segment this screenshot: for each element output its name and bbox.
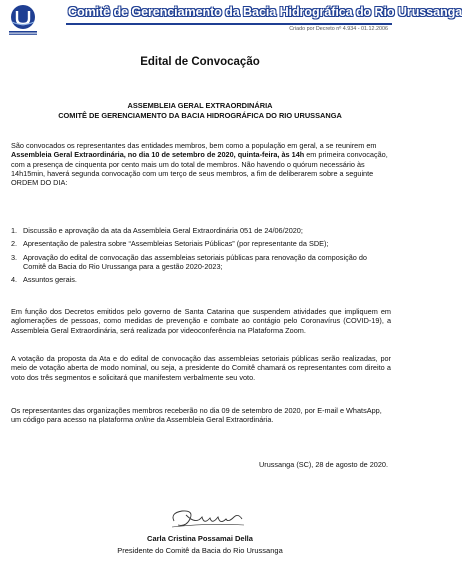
agenda-item: 3. Aprovação do edital de convocação das assembleias setoriais públicas para renovação da composição do Comitê da Bacia do Rio Urussanga para a gestão 2020-2023; (11, 252, 367, 271)
handwritten-signature (168, 505, 248, 533)
org-name: Comitê de Gerenciamento da Bacia Hidrográfica do Rio Urussanga (68, 5, 462, 19)
access-paragraph: Os representantes das organizações membros receberão no dia 09 de setembro de 2020, por E-mail e WhatsApp, um código para acesso na plataforma online da Assembleia Geral Extraordinária. (11, 406, 382, 425)
agenda-item: 4. Assuntos gerais. (11, 275, 77, 285)
meeting-date-emphasis: Assembleia Geral Extraordinária, no dia 10 de setembro de 2020, quinta-feira, às 14h (11, 150, 305, 160)
decree-text: Criado por Decreto nº 4.934 - 01.12.2006 (289, 26, 388, 32)
signer-role: Presidente do Comitê da Bacia do Rio Urussanga (117, 546, 283, 555)
subtitle-committee: COMITÊ DE GERENCIAMENTO DA BACIA HIDROGRÁFICA DO RIO URUSSANGA (58, 111, 342, 120)
document-date: Urussanga (SC), 28 de agosto de 2020. (259, 460, 388, 469)
header-rule (66, 23, 392, 25)
document-title: Edital de Convocação (140, 56, 260, 68)
voting-paragraph: A votação da proposta da Ata e do edital de convocação das assembleias setoriais públicas serão realizadas, por meio de votação aberta de modo nominal, ou seja, a presidente do Comitê chamará os representantes com direito a voto dos três segmentos e solicitará que manifestem verbalmente seu voto. (11, 354, 391, 382)
signer-name: Carla Cristina Possamai Della (147, 534, 253, 543)
letterhead (6, 4, 462, 36)
covid-paragraph: Em função dos Decretos emitidos pelo governo de Santa Catarina que suspendem atividades que impliquem em aglomerações de pessoas, como medidas de prevenção e combate ao contágio pelo Coronavírus (COVID-19), a Assembleia Geral Extraordinária, será realizada por videoconferência na Plataforma Zoom. (11, 307, 391, 335)
agenda-item: 1. Discussão e aprovação da ata da Assembleia Geral Extraordinária 051 de 24/06/2020; (11, 226, 303, 235)
committee-logo (6, 4, 40, 36)
convocation-paragraph: São convocados os representantes das entidades membros, bem como a população em geral, a se reunirem em Assembleia Geral Extraordinária, no dia 10 de setembro de 2020, quinta-feira, às 14h em primeira convocação, com a presença de cinquenta por cento mais um do total de membros. Não havendo o quórum necessário às 14h15min, haverá segunda convocação com um terço de seus membros, a fim de deliberarem sobre a seguinte ORDEM DO DIA: (11, 141, 388, 188)
agenda-list (11, 226, 391, 288)
agenda-item: 2. Apresentação de palestra sobre “Assembleias Setoriais Públicas” (por representante da SDE); (11, 239, 329, 249)
subtitle-assembly: ASSEMBLEIA GERAL EXTRAORDINÁRIA (127, 101, 273, 110)
